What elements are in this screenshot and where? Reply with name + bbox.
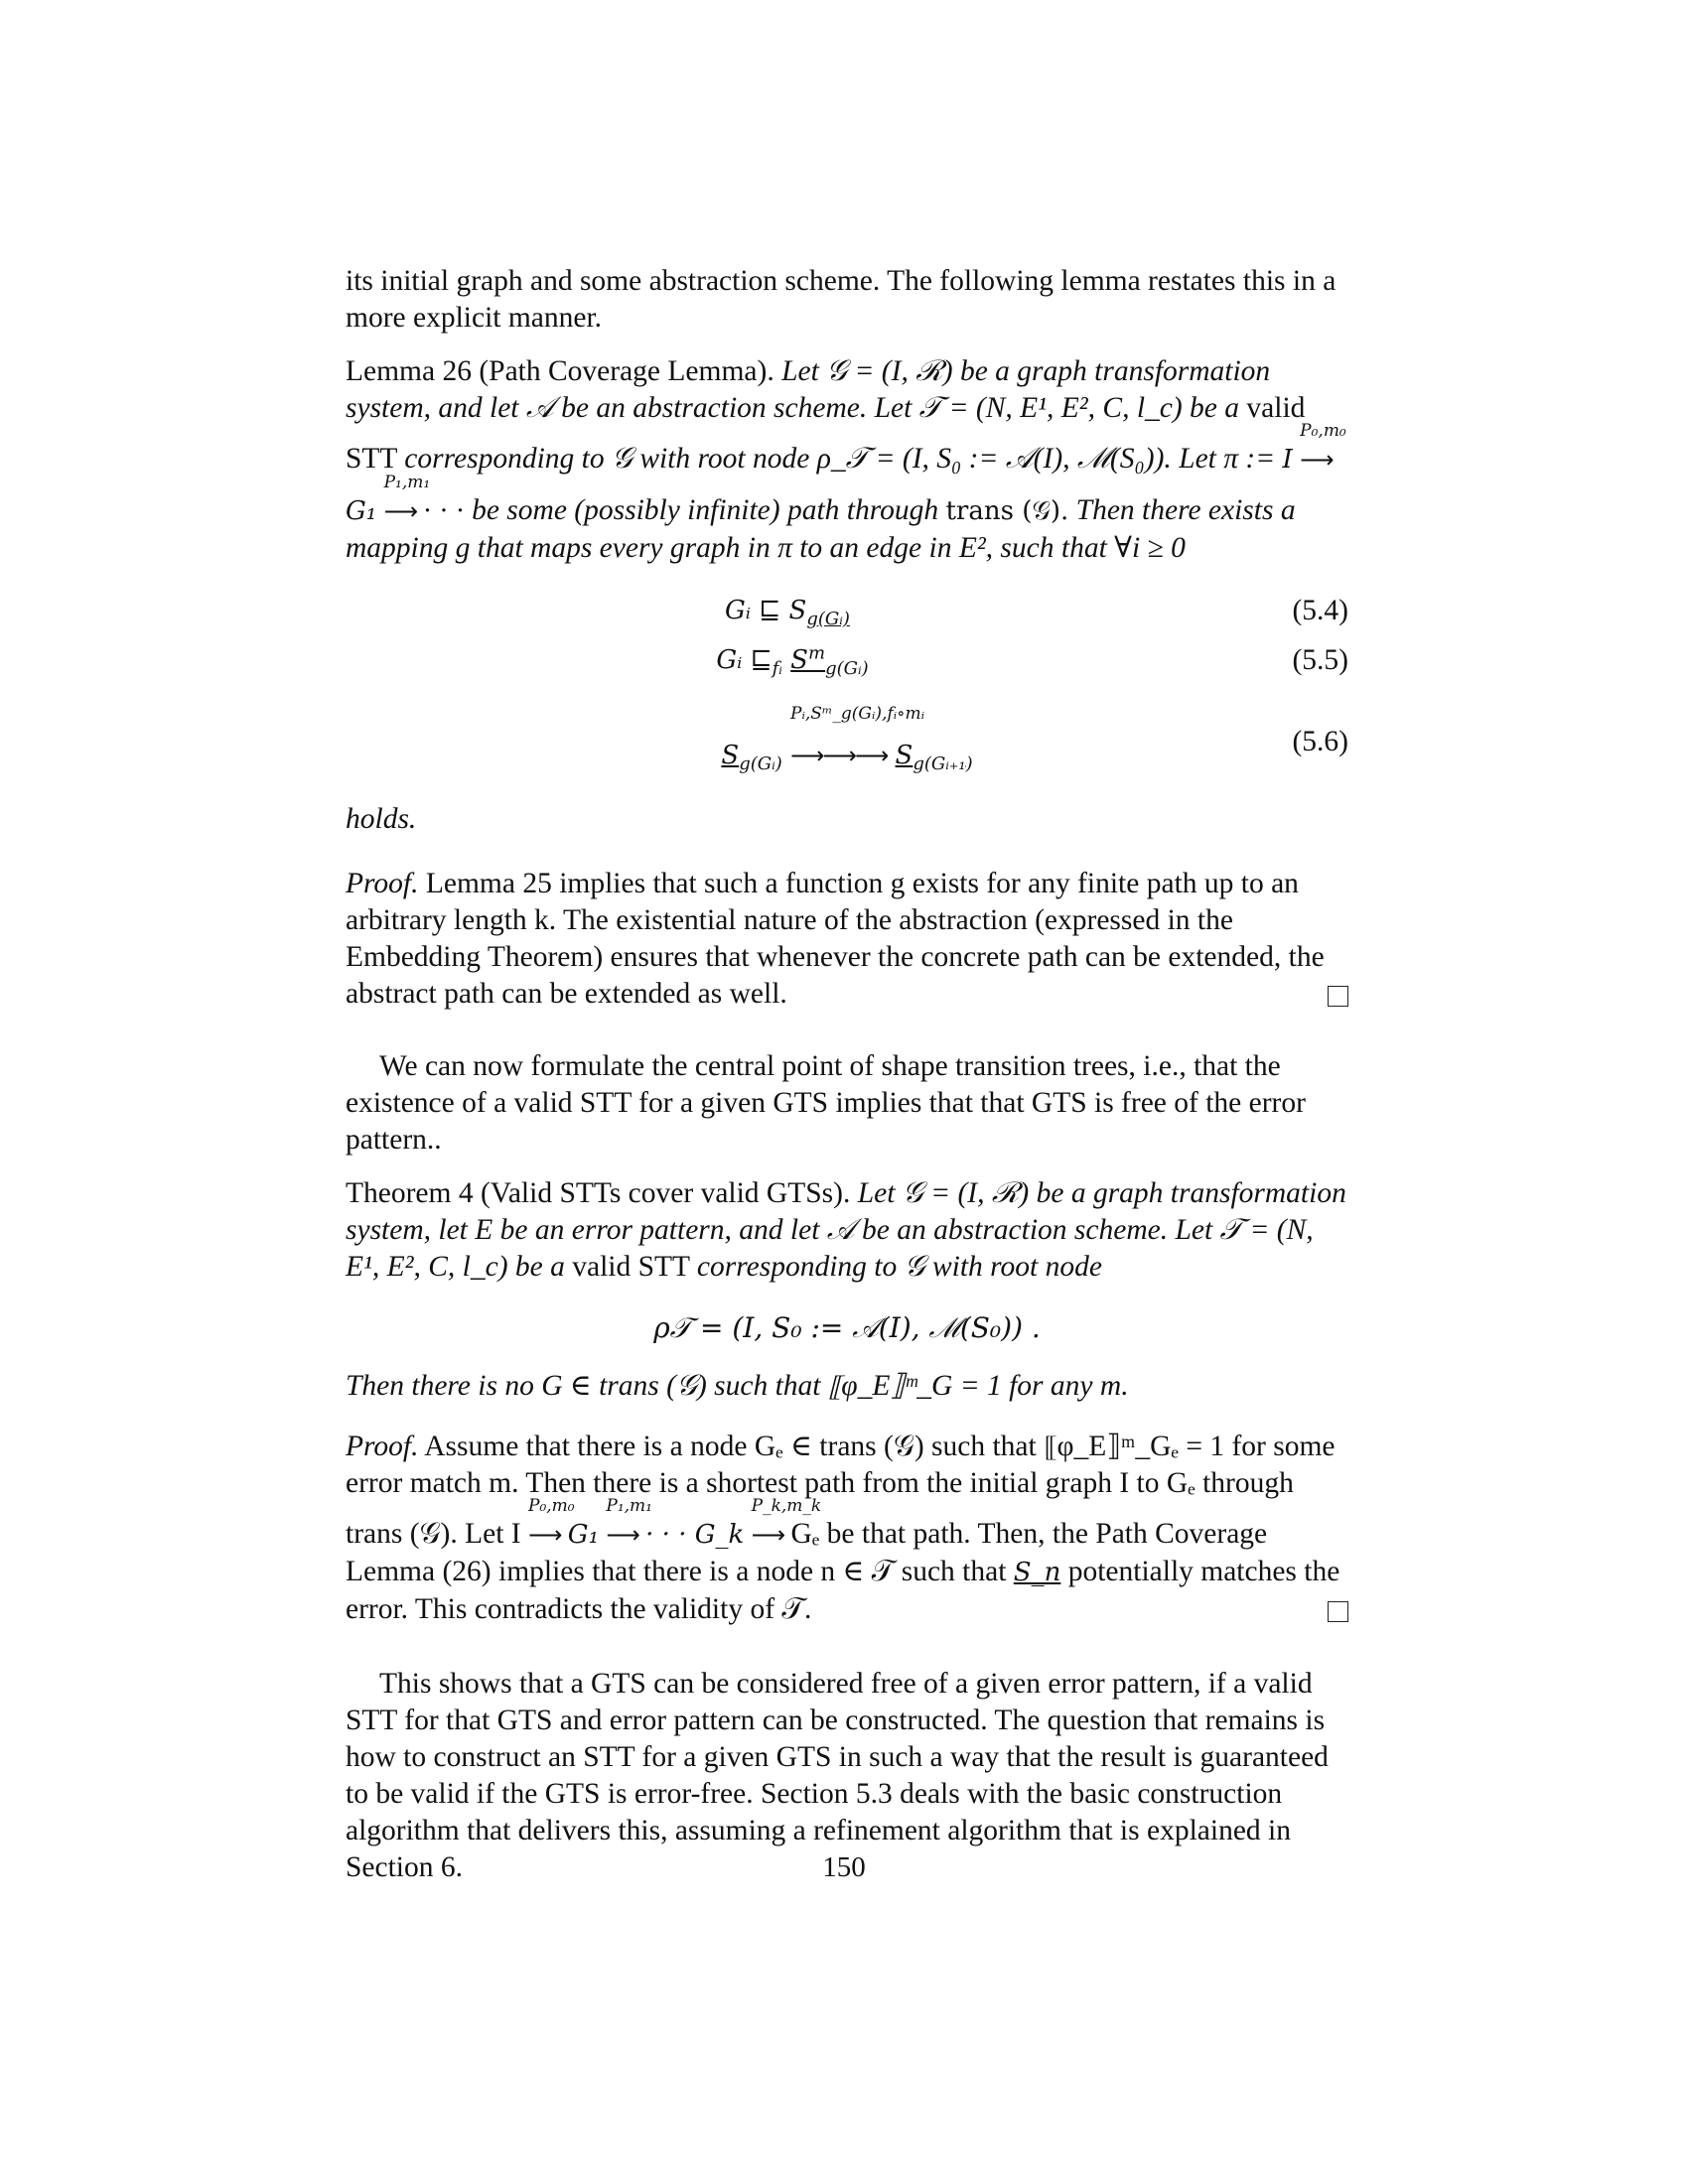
eq-5-5-lhs: Gᵢ ⊑ [716, 645, 773, 675]
eq-5-6-arrow: Pᵢ,Sᵐ_g(Gᵢ),fᵢ∘mᵢ ⟶⟶⟶ [790, 704, 925, 769]
proof-arrow-1: P₁,m₁ ⟶ [606, 1496, 652, 1549]
equation-block [346, 593, 1348, 779]
theorem-heading: Theorem 4 (Valid STTs cover valid GTSs). [346, 1177, 851, 1209]
lemma-statement [346, 353, 1348, 567]
page-number: 150 [822, 1851, 866, 1883]
proof-arrow-k-label: P_k,m_k [751, 1496, 822, 1516]
path-g1: G₁ [346, 496, 377, 526]
proof-1-text: Lemma 25 implies that such a function g exists for any finite path up to an arbitrary length k. The existential nature of the abstraction (expressed in the Embedding Theorem) ensures that whenever the concrete path can be extended, the abstract path can be extended as well. [346, 868, 1325, 1010]
proof-arrow-1-label: P₁,m₁ [606, 1496, 652, 1516]
lemma-body-b: corresponding to 𝒢 with root node ρ_𝒯 = (I, S₀ := 𝒜(I), ℳ(S₀)). Let π := [404, 443, 1276, 475]
path-arrow-0-label: P₀,m₀ [1300, 421, 1346, 441]
proof-1-heading: Proof. [346, 868, 419, 899]
path-arrow-1: P₁,m₁ ⟶ [383, 473, 431, 525]
proof-2-sn: S_n [1013, 1558, 1061, 1587]
theorem-body-a: Let 𝒢 = (I, ℛ) be a graph transformation system, let E be an error pattern, and let 𝒜 be an abstraction scheme. Let 𝒯 = (N, E¹, E², C, l_c) be a [346, 1177, 1346, 1283]
eq-5-6-number: (5.6) [1292, 726, 1348, 757]
paragraph-central-point: We can now formulate the central point of shape transition trees, i.e., that the existence of a valid STT for a given GTS implies that that GTS is free of the error pattern.. [346, 1050, 1306, 1156]
path-dots: · · · [423, 496, 465, 526]
lemma-stt: STT [346, 443, 397, 475]
eq-5-4-sub: g(Gᵢ) [806, 609, 850, 630]
equation-5-6 [346, 704, 1348, 779]
theorem-valid-stt: valid STT [572, 1251, 690, 1283]
intro-paragraph [346, 263, 1348, 337]
lemma-heading: Lemma 26 (Path Coverage Lemma). [346, 355, 774, 387]
proof-1 [346, 866, 1348, 1013]
eq-5-5-number: (5.5) [1292, 644, 1348, 676]
theorem-conclusion: Then there is no G ∈ trans (𝒢) such that ⟦φ_E⟧ᵐ_G = 1 for any m. [346, 1370, 1129, 1402]
intro-line-2: more explicit manner. [346, 302, 603, 334]
path-arrow-0: P₀,m₀ ⟶ [1300, 421, 1346, 474]
proof-2-text-c: potentially matches the error. This contradicts the validity of 𝒯. [346, 1556, 1340, 1625]
eq-5-4-number: (5.4) [1292, 595, 1348, 626]
intro-line-1: its initial graph and some abstraction scheme. The following lemma restates this in a [346, 265, 1336, 297]
eq-5-5-fi: fᵢ [772, 658, 782, 680]
eq-5-6-from: $S_{g(Gᵢ)}$ [721, 741, 782, 775]
proof-arrow-k: P_k,m_k ⟶ [751, 1496, 822, 1549]
proof-2 [346, 1429, 1348, 1628]
equation-5-5 [346, 642, 1348, 692]
eq-5-5-rhs: $S^m_{g(Gᵢ)}$ [790, 642, 869, 680]
theorem-body-b: corresponding to 𝒢 with root node [696, 1251, 1102, 1283]
proof-2-text-b: Gₑ be that path. Then, the Path Coverage Lemma (26) implies that there is a node n ∈ 𝒯 such that [346, 1518, 1268, 1587]
proof-arrow-0-label: P₀,m₀ [528, 1496, 575, 1516]
equation-5-4 [346, 593, 1348, 642]
lemma-trans: trans (𝒢). [945, 496, 1069, 526]
proof-arrow-0: P₀,m₀ ⟶ [528, 1496, 575, 1549]
proof-g1: G₁ [567, 1520, 599, 1550]
proof-2-text-a: Assume that there is a node Gₑ ∈ trans (𝒢) such that ⟦φ_E⟧ᵐ_Gₑ = 1 for some error match m. Then there is a shortest path from the initial graph I to Gₑ through trans (𝒢). Let I [346, 1431, 1336, 1550]
lemma-body-c: be some (possibly infinite) path through [472, 494, 939, 526]
eq-5-6-arrow-label: Pᵢ,Sᵐ_g(Gᵢ),fᵢ∘mᵢ [790, 704, 925, 724]
path-arrow-1-label: P₁,m₁ [383, 473, 431, 492]
lemma-body-d: Then there exists a mapping g that maps every graph in π to an edge in E², such that ∀i ≥ 0 [346, 494, 1296, 564]
theorem-display-equation: ρ𝒯 = (I, S₀ := 𝒜(I), ℳ(S₀)) . [653, 1311, 1041, 1344]
lemma-holds: holds. [346, 803, 417, 835]
lemma-body-a: Let 𝒢 = (I, ℛ) be a graph transformation system, and let 𝒜 be an abstraction scheme. Let 𝒯 = (N, E¹, E², C, l_c) be a [346, 355, 1271, 424]
qed-box-icon [1328, 1601, 1348, 1622]
theorem-statement [346, 1175, 1348, 1286]
lemma-valid: valid [1246, 392, 1306, 424]
eq-5-6-to: $S_{g(Gᵢ_{+1})}$ [895, 741, 973, 775]
proof-2-heading: Proof. [346, 1431, 419, 1462]
proof-gk: · · · G_k [645, 1520, 745, 1550]
page-body [346, 263, 1348, 1886]
qed-box-icon [1328, 986, 1348, 1007]
eq-5-4-lhs: Gᵢ ⊑ S [725, 596, 807, 625]
paragraph-conclusion: This shows that a GTS can be considered free of a given error pattern, if a valid STT for that GTS and error pattern can be constructed. The question that remains is how to construct an STT for a given GTS in such a way that the result is guaranteed to be valid if the GTS is error-free. Section 5.3 deals with the basic construction algorithm that delivers this, assuming a refinement algorithm that is explained in Section 6. [346, 1668, 1329, 1883]
path-start: I [1282, 445, 1293, 475]
